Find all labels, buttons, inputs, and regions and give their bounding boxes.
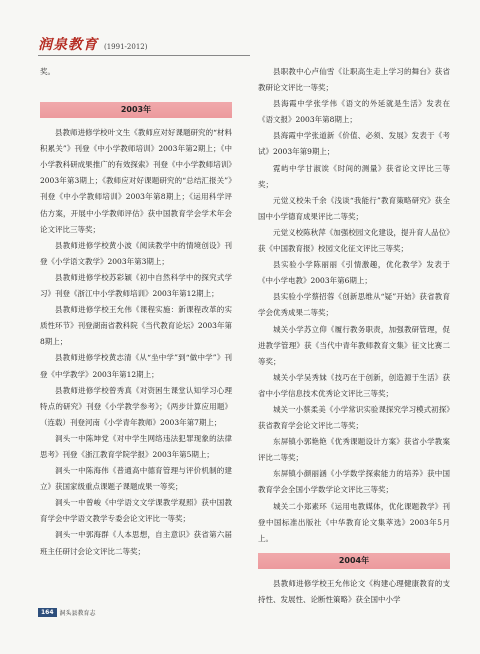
record-paragraph: 城关小学苏立仰《履行教务职责，加强教研管理，促进教学管理》获《当代中青年教师教育文集》征文比赛二等奖； (258, 324, 450, 366)
record-paragraph: 元觉义校朱千余《浅谈“我能行”教育策略研究》获全国中小学德育成果评比二等奖； (258, 195, 450, 221)
page-header (38, 34, 147, 54)
right-column (258, 64, 450, 608)
record-paragraph: 县教师进修学校王允伟论文《构建心理健康教育的支持性、发展性、论断性策略》获全国中小学 (258, 578, 450, 604)
left-paragraphs (40, 125, 232, 560)
footer-title: 洞头县教育志 (59, 610, 96, 617)
record-paragraph: 洞头一中陈海伟《普通高中德育管理与评价机制的建立》获国家级重点课题子课题成果一等奖； (40, 466, 232, 492)
record-paragraph: 城关一小蔡柔美《小学常识实验课探究学习模式初探》获省教育学会论文评比二等奖； (258, 404, 450, 431)
record-paragraph: 县实验小学蔡招蓉《创新思维从“疑”开始》获省教育学会优秀成果二等奖； (258, 292, 450, 318)
record-paragraph: 城关小学吴秀妹《技巧在于创新，创造源于生活》获省中小学信息技术优秀论文评比三等奖； (258, 372, 450, 398)
record-paragraph: 洞头一中郭海群《人本思想，自主意识》获省第六届班主任研讨会论文评比二等奖； (40, 530, 232, 556)
record-paragraph: 县职教中心卢仙雪《让职高生走上学习的舞台》获省教研论文评比一等奖； (258, 67, 450, 93)
record-paragraph: 洞头一中曾峻《中学语文文学课教学观照》获中国教育学会中学语文教学专委会论文评比一等奖； (40, 498, 232, 524)
left-column (40, 64, 232, 560)
page-footer (38, 608, 96, 617)
year-heading-2004 (258, 553, 450, 569)
after-2004-paragraphs (258, 576, 450, 608)
right-paragraphs (258, 64, 450, 547)
record-paragraph: 县海霞中学张学伟《语文的外延就是生活》发表在《语文报》2003年第8期上； (258, 99, 450, 125)
year-label: 2004年 (338, 555, 370, 565)
record-paragraph: 县教师进修学校曾秀真《对资困生课堂认知学习心理特点的研究》刊登《小学教学参考》；《两步计算应用题》（连载）刊登河南《小学青年教师》2003年第7期上； (40, 385, 232, 427)
record-paragraph: 县教师进修学校苏彩颖《初中自然科学中的探究式学习》刊登《浙江中小学教师培训》2003年第12期上； (40, 272, 232, 299)
year-heading-2003 (40, 102, 232, 118)
header-years: (1991-2012) (104, 43, 148, 51)
record-paragraph: 县海霞中学张道新《价值、必须、发展》发表于《考试》2003年第9期上； (258, 131, 450, 157)
header-divider (38, 55, 250, 56)
record-paragraph: 县教师进修学校王允伟《课程实施：新课程改革的实质性环节》刊登湖南省教科院《当代教育论坛》2003年第8期上； (40, 305, 232, 347)
spacer (40, 80, 232, 96)
record-paragraph: 县教师进修学校叶文生《教师应对好课题研究的“材料积累关”》刊登《中小学教师培训》2003年第2期上；《中小学教科研成果推广的有效探索》刊登《中小学教师培训》2003年第3期上；《教师应对好课题研究的“总结汇报关”》刊登《中小学教师培训》2003年第8期上；《运用科学评估方案，开展中小学教师评估》获中国教育学会学术年会论文评比三等奖； (40, 128, 232, 234)
record-paragraph: 县实验小学陈丽丽《引情激趣，优化教学》发表于《中小学电教》2003年第6期上； (258, 260, 450, 286)
record-paragraph: 东屏镇小颜丽涵《小学数学探索能力的培养》获中国教育学会全国小学数学论文评比三等奖； (258, 469, 450, 495)
record-paragraph: 东屏镇小郭艳艳《优秀课题设计方案》获省小学教案评比二等奖； (258, 437, 450, 463)
record-paragraph: 城关二小郑素环《运用电教媒体，优化课题教学》刊登中国标准出版社《中华教育论文集萃选》2003年5月上。 (258, 501, 450, 543)
record-paragraph: 元觉义校陈秋萍《加强校园文化建设，提升育人品位》获《中国教育报》校园文化征文评比三等奖； (258, 227, 450, 254)
record-paragraph: 霓屿中学甘淑诶《时间的测量》获省论文评比三等奖； (258, 163, 450, 189)
record-paragraph: 洞头一中陈坤党《对中学生网络违法犯罪现象的法律思考》刊登《浙江教育学院学报》2003年第5期上； (40, 433, 232, 459)
year-label: 2003年 (120, 105, 152, 115)
record-paragraph: 县教师进修学校黄小波《阅读教学中的情境创设》刊登《小学语文教学》2003年第3期上； (40, 240, 232, 266)
continued-paragraph: 奖。 (40, 67, 55, 76)
chronicle-logo: 润泉教育 (38, 37, 98, 53)
record-paragraph: 县教师进修学校黄志清《从“坐中学”到“做中学”》刊登《中学教学》2003年第12期上； (40, 353, 232, 379)
page-number: 164 (38, 608, 57, 617)
